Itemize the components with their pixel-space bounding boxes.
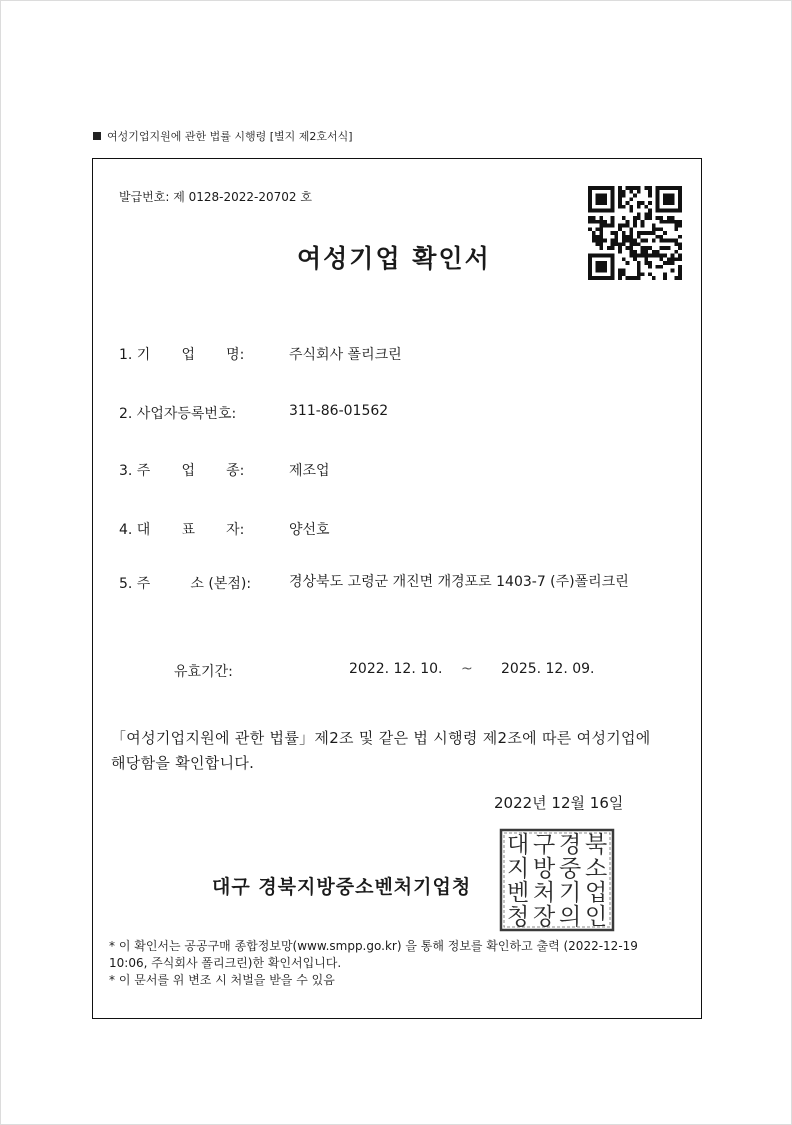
seal-glyph: 북 xyxy=(585,832,608,858)
footnote-item: * 이 확인서는 공공구매 종합정보망(www.smpp.go.kr) 을 통해 정보를 확인하고 출력 (2022-12-19 10:06, 주식회사 폴리크린)한 확인서입니다. xyxy=(109,939,638,970)
issuing-agency: 대구 경북지방중소벤처기업청 xyxy=(212,876,472,898)
field-label: 3. 주 업 종: xyxy=(119,463,245,479)
field-label: 5. 주 소 (본점): xyxy=(119,576,252,592)
square-bullet-icon xyxy=(93,132,101,140)
seal-glyph: 처 xyxy=(533,880,556,906)
seal-glyph: 방 xyxy=(533,856,556,882)
seal-glyph: 의 xyxy=(559,904,582,930)
field-value: 경상북도 고령군 개진면 개경포로 1403-7 (주)폴리크린 xyxy=(289,574,629,590)
seal-glyph: 청 xyxy=(507,904,530,930)
official-seal-stamp xyxy=(499,828,615,932)
qr-code-icon xyxy=(588,186,682,280)
issue-number: 발급번호: 제 0128-2022-20702 호 xyxy=(119,190,312,204)
seal-glyph: 대 xyxy=(507,832,530,858)
seal-glyph: 장 xyxy=(533,904,556,930)
declaration-text: 「여성기업지원에 관한 법률」제2조 및 같은 법 시행령 제2조에 따른 여성기업에 해당함을 확인합니다. xyxy=(111,729,651,772)
field-label: 4. 대 표 자: xyxy=(119,522,245,538)
field-value: 양선호 xyxy=(289,522,330,538)
field-value: 제조업 xyxy=(289,463,330,479)
field-address xyxy=(119,573,679,613)
seal-glyph: 벤 xyxy=(507,880,530,906)
validity-end: 2025. 12. 09. xyxy=(501,661,595,677)
field-label: 1. 기 업 명: xyxy=(119,347,245,363)
field-label: 2. 사업자등록번호: xyxy=(119,406,237,422)
issue-date: 2022년 12월 16일 xyxy=(494,794,624,812)
seal-glyph: 소 xyxy=(585,856,608,882)
validity-label: 유효기간: xyxy=(174,664,233,680)
validity-separator: ~ xyxy=(461,661,473,677)
field-value: 주식회사 폴리크린 xyxy=(289,347,402,363)
law-reference: 여성기업지원에 관한 법률 시행령 [별지 제2호서식] xyxy=(93,128,353,144)
validity-start: 2022. 12. 10. xyxy=(349,661,443,677)
seal-glyph: 지 xyxy=(507,856,530,882)
seal-glyph: 중 xyxy=(559,856,582,882)
footnotes xyxy=(109,938,669,989)
document-title: 여성기업 확인서 xyxy=(297,244,491,273)
field-value: 311-86-01562 xyxy=(289,403,389,419)
seal-glyph: 구 xyxy=(533,832,556,858)
seal-glyph: 업 xyxy=(585,880,608,906)
seal-glyph: 경 xyxy=(559,832,582,858)
seal-glyph: 인 xyxy=(585,904,608,930)
seal-glyph: 기 xyxy=(559,880,582,906)
footnote-item: * 이 문서를 위 변조 시 처벌을 받을 수 있음 xyxy=(109,973,335,987)
